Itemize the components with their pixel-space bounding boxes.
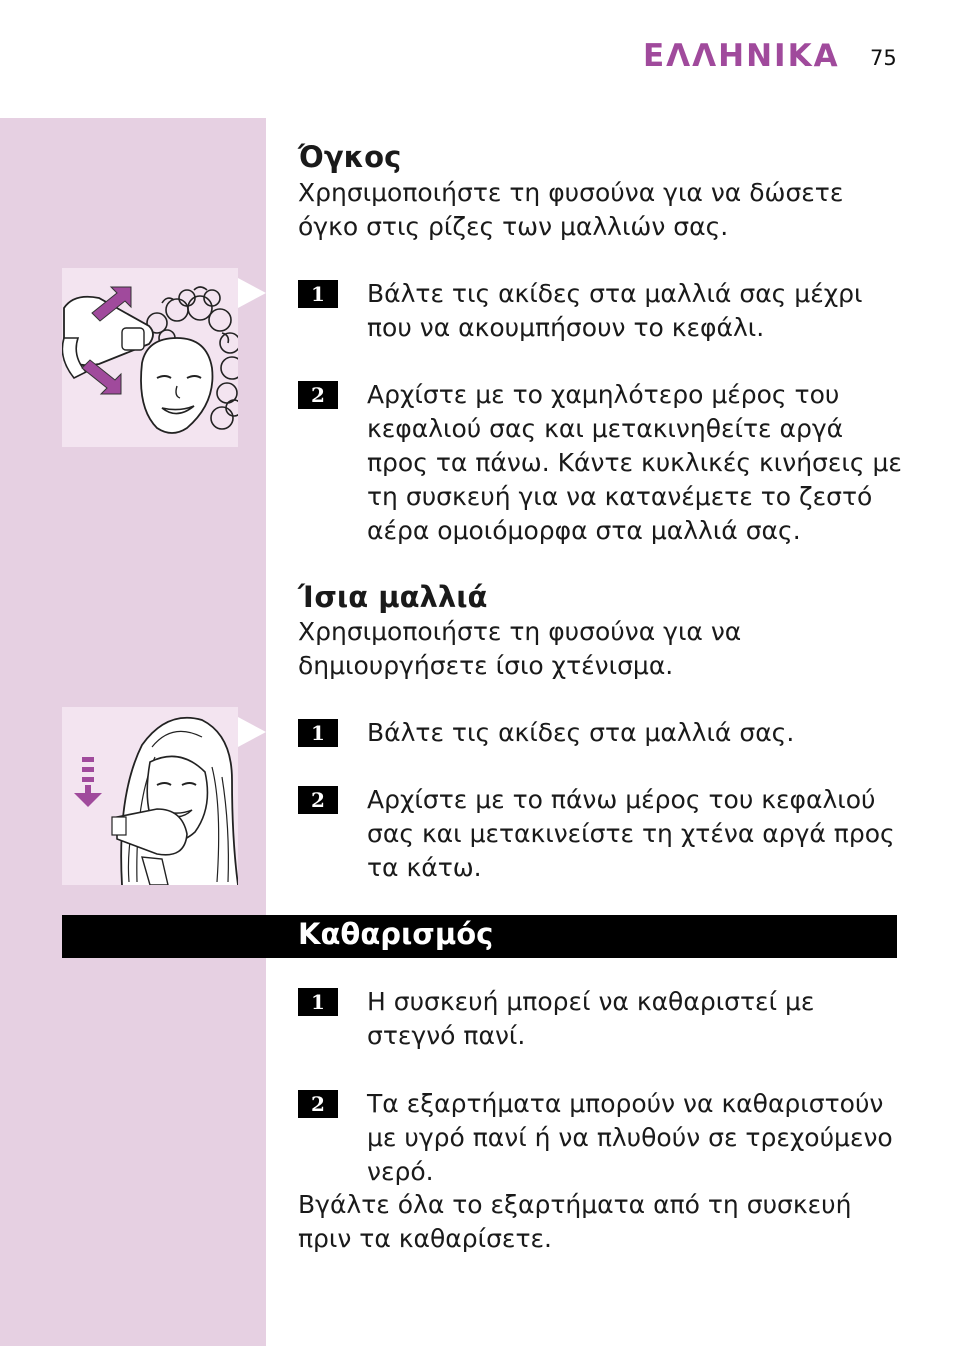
step-number: 2 [298, 381, 338, 409]
cleaning-note: Βγάλτε όλα το εξαρτήματα από τη συσκευή πριν τα καθαρίσετε. [298, 1190, 852, 1253]
step-number: 2 [298, 786, 338, 814]
volume-step-1 [298, 277, 908, 347]
illustration-pointer [238, 717, 266, 747]
step-text: Τα εξαρτήματα μπορούν να καθαριστούν με υγρό πανί ή να πλυθούν σε τρεχούμενο νερό. [367, 1089, 893, 1186]
step-text: Βάλτε τις ακίδες στα μαλλιά σας μέχρι που να ακουμπήσουν το κεφάλι. [367, 279, 863, 342]
page-number: 75 [870, 46, 897, 70]
straight-hair-step-1 [298, 716, 908, 752]
section-title-straight-hair: Ίσια μαλλιά [298, 580, 488, 614]
cleaning-step-1 [298, 985, 908, 1055]
straight-hair-intro: Χρησιμοποιήστε τη φυσούνα για να δημιουργήσετε ίσιο χτένισμα. [298, 617, 742, 680]
straight-hair-step-2 [298, 783, 908, 885]
step-text: Αρχίστε με το χαμηλότερο μέρος του κεφαλιού σας και μετακινηθείτε αργά προς τα πάνω. Κάντε κυκλικές κινήσεις με τη συσκευή για να κατανέμετε το ζεστό αέρα ομοιόμορφα στα μαλλιά σας. [367, 380, 902, 545]
illustration-pointer [238, 278, 266, 308]
section-title-cleaning: Καθαρισμός [298, 917, 494, 951]
step-number: 1 [298, 988, 338, 1016]
step-text: Βάλτε τις ακίδες στα μαλλιά σας. [367, 718, 795, 747]
step-number: 2 [298, 1090, 338, 1118]
cleaning-step-2 [298, 1087, 908, 1189]
volume-intro: Χρησιμοποιήστε τη φυσούνα για να δώσετε όγκο στις ρίζες των μαλλιών σας. [298, 178, 844, 241]
step-number: 1 [298, 280, 338, 308]
volume-illustration [62, 268, 238, 447]
straight-hair-illustration [62, 707, 238, 885]
step-text: Αρχίστε με το πάνω μέρος του κεφαλιού σας και μετακινείστε τη χτένα αργά προς τα κάτω. [367, 785, 895, 882]
language-label: ΕΛΛΗΝΙΚΑ [643, 38, 840, 74]
section-title-volume: Όγκος [298, 140, 402, 174]
section-bar-cleaning [62, 915, 897, 958]
volume-step-2 [298, 378, 908, 548]
step-text: Η συσκευή μπορεί να καθαριστεί με στεγνό πανί. [367, 987, 815, 1050]
step-number: 1 [298, 719, 338, 747]
